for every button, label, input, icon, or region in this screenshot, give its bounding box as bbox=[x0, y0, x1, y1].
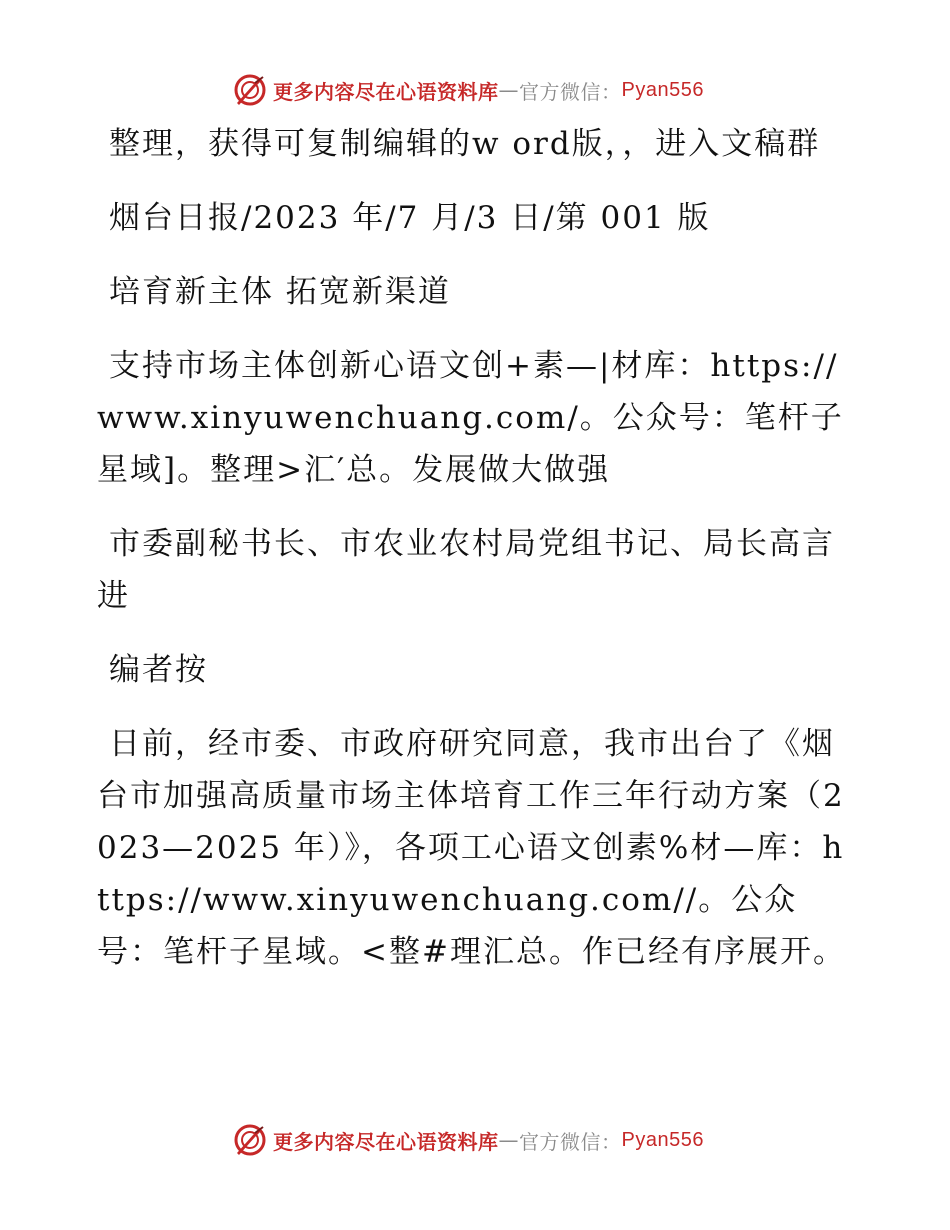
watermark-title: 更多内容尽在心语资料库 bbox=[273, 1129, 499, 1154]
watermark-wechat-label: 官方微信： bbox=[519, 79, 622, 104]
paragraph-editor-note: 编者按 bbox=[109, 652, 208, 688]
watermark-dash: — bbox=[498, 1128, 519, 1152]
watermark-banner-top bbox=[233, 72, 704, 108]
watermark-wechat-label: 官方微信： bbox=[519, 1129, 622, 1154]
paragraph-author: 市委副秘书长、市农业农村局党组书记、局长高言进 bbox=[97, 526, 835, 614]
paragraph-source: 烟台日报/2023 年/7 月/3 日/第 001 版 bbox=[109, 200, 711, 236]
paragraph-intro: 整理，获得可复制编辑的w ord版，，进入文稿群 bbox=[109, 126, 821, 162]
watermark-dash: — bbox=[498, 78, 519, 102]
brush-logo-icon bbox=[233, 1123, 267, 1157]
brush-logo-icon bbox=[233, 73, 267, 107]
paragraph-headline: 培育新主体 拓宽新渠道 bbox=[109, 274, 451, 310]
watermark-wechat-id: Pyan556 bbox=[621, 78, 704, 101]
paragraph-body: 日前，经市委、市政府研究同意，我市出台了《烟台市加强高质量市场主体培育工作三年行动方案（2023—2025 年）》，各项工心语文创素%材—库：https://www.xinyuwenchuang.com//。公众号：笔杆子星域。<整#理汇总。作已经有序展开。 bbox=[97, 726, 846, 970]
paragraph-subhead: 支持市场主体创新心语文创+素—|材库：https://www.xinyuwenchuang.com/。公众号：笔杆子星域]。整理>汇′总。发展做大做强 bbox=[97, 348, 844, 488]
watermark-banner-bottom bbox=[233, 1122, 704, 1158]
watermark-title: 更多内容尽在心语资料库 bbox=[273, 79, 499, 104]
watermark-wechat-id: Pyan556 bbox=[621, 1128, 704, 1151]
document-body bbox=[97, 118, 857, 1000]
